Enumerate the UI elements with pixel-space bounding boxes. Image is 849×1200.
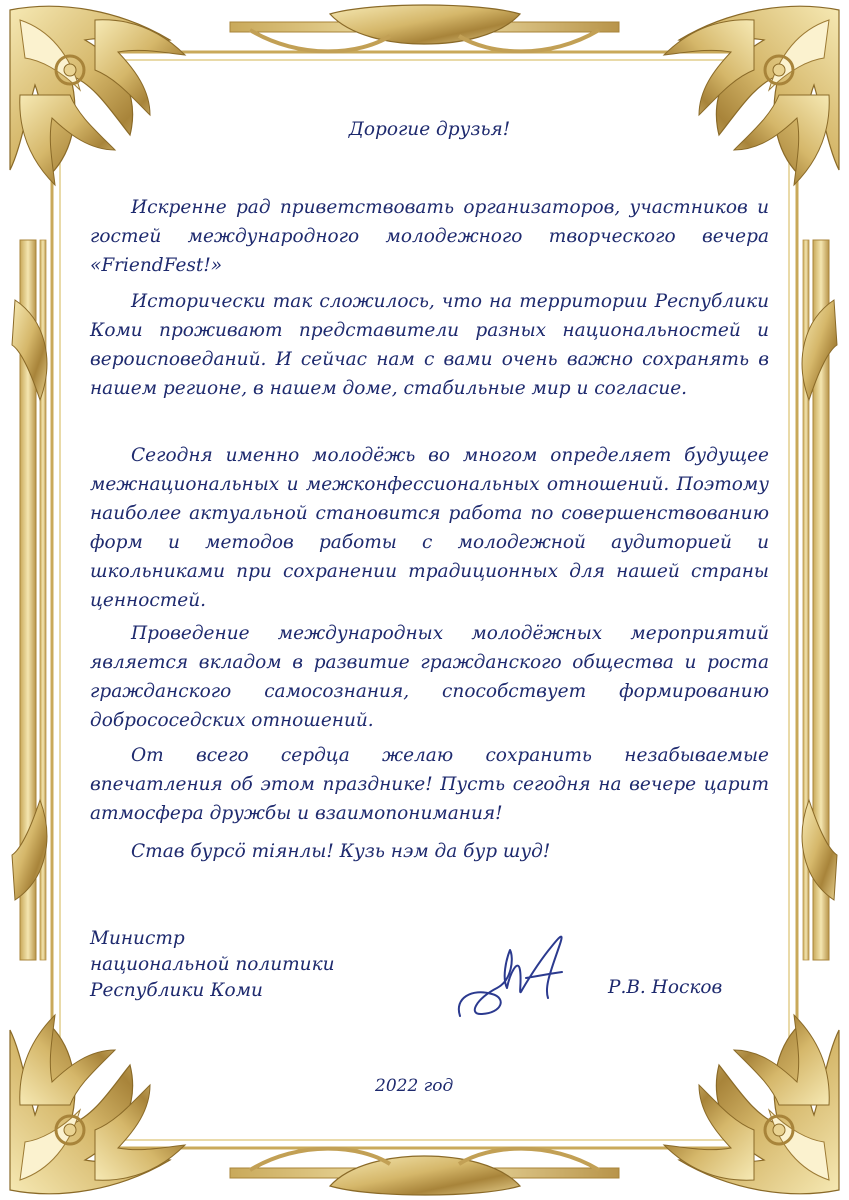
signer-title-line: Министр	[90, 928, 185, 949]
corner-ornament-bottom-right	[664, 1015, 839, 1194]
paragraph-wishes: От всего сердца желаю сохранить незабываемые впечатления об этом празднике! Пусть сегодня на вечере царит атмосфера дружбы и взаимопонимания!	[90, 745, 769, 824]
corner-ornament-top-left	[10, 6, 185, 185]
paragraph-history: Исторически так сложилось, что на территории Республики Коми проживают представители разных национальностей и вероисповеданий. И сейчас нам с вами очень важно сохранять в нашем регионе, в нашем доме, стабильные мир и согласие.	[90, 291, 769, 399]
greeting: Дорогие друзья!	[348, 119, 511, 140]
corner-ornament-bottom-left	[10, 1015, 185, 1194]
signer-name: Р.В. Носков	[608, 977, 723, 998]
signer-title-line: национальной политики	[90, 954, 335, 975]
handwritten-signature	[452, 928, 592, 1028]
paragraph-youth: Сегодня именно молодёжь во многом определяет будущее межнациональных и межконфессиональных отношений. Поэтому наиболее актуальной становится работа по совершенствованию форм и методов работы с молодежной аудиторией и школьниками при сохранении традиционных для нашей страны ценностей.	[90, 445, 769, 611]
signer-title-line: Республики Коми	[90, 980, 263, 1001]
letter-year: 2022 год	[375, 1076, 454, 1096]
paragraph-welcome: Искренне рад приветствовать организаторов, участников и гостей международного молодежного творческого вечера «FriendFest!»	[90, 197, 769, 276]
paragraph-events: Проведение международных молодёжных мероприятий является вкладом в развитие гражданского общества и роста гражданского самосознания, способствует формированию добрососедских отношений.	[90, 623, 769, 731]
paragraph-komi-greeting: Став бурсӧ тіянлы! Кузь нэм да бур шуд!	[131, 841, 551, 862]
corner-ornament-top-right	[664, 6, 839, 185]
